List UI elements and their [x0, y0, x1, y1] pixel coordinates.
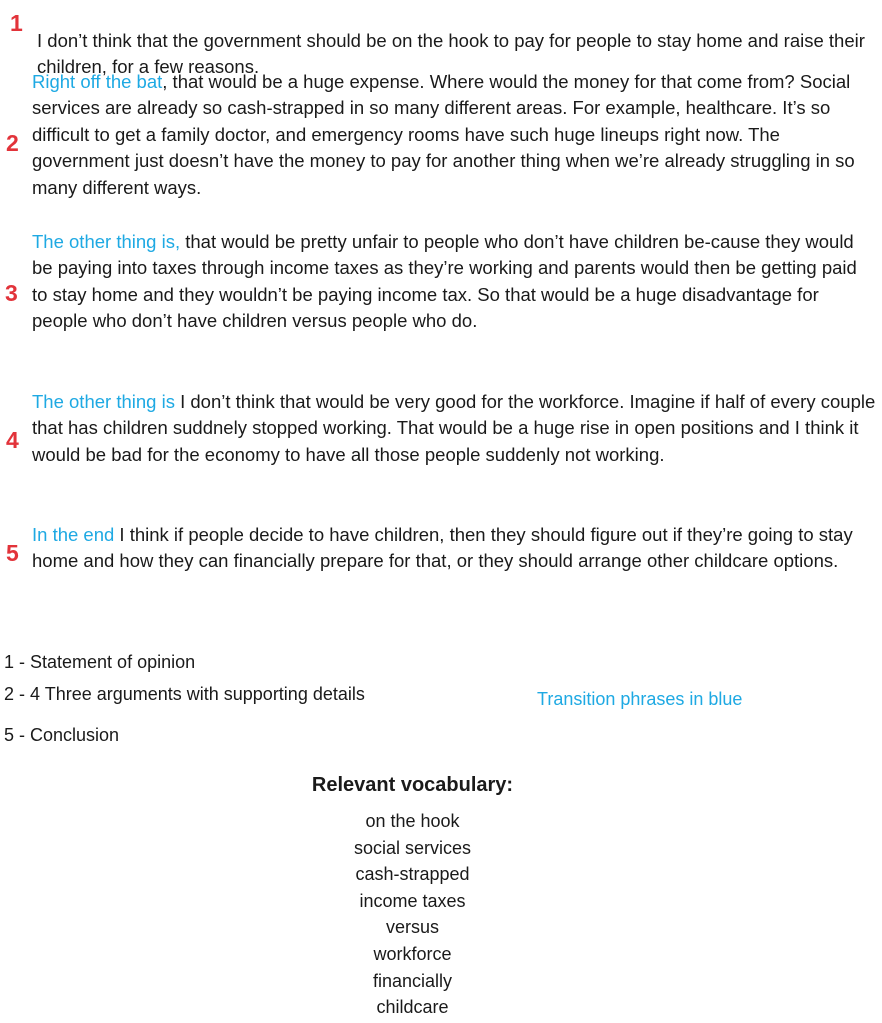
- paragraph-text: I don’t think that the government should be on the hook to pay for people to stay home and raise their children, for a few reasons.: [37, 29, 865, 78]
- vocabulary-item: childcare: [376, 997, 449, 1018]
- vocabulary-item: on the hook: [365, 811, 460, 831]
- paragraph-number: 3: [5, 280, 18, 306]
- paragraph-argument-3: [32, 377, 877, 468]
- paragraph-number: 2: [6, 130, 19, 156]
- legend-transition-note: Transition phrases in blue: [537, 689, 743, 709]
- vocabulary-item: financially: [372, 970, 453, 991]
- vocabulary-title: Relevant vocabulary:: [311, 774, 514, 796]
- transition-phrase: The other thing is: [32, 391, 175, 412]
- paragraph-text: that would be pretty unfair to people who don’t have children be-cause they would be paying into taxes through income taxes as they’re working and parents would then be getting paid to stay home and they wouldn’t be paying income tax. So that would be a huge disadvantage for people who don’t have children versus people who do.: [32, 231, 857, 332]
- legend-item-opinion: 1 - Statement of opinion: [4, 652, 196, 672]
- vocabulary-item: cash-strapped: [355, 864, 470, 885]
- vocabulary-item: social services: [353, 837, 472, 858]
- paragraph-text: I don’t think that would be very good for the workforce. Imagine if half of every couple that has children suddnely stopped working. That would be a huge rise in open positions and I think it would be bad for the economy to have all those people suddenly not working.: [32, 391, 876, 465]
- paragraph-conclusion: [32, 510, 877, 575]
- transition-phrase: The other thing is,: [32, 231, 181, 252]
- paragraph-number: 5: [6, 540, 19, 566]
- vocabulary-item: income taxes: [359, 890, 466, 911]
- paragraph-text: , that would be a huge expense. Where would the money for that come from? Social services are already so cash-strapped in so many different areas. For example, healthcare. It’s so difficult to get a family doctor, and emergency rooms have such huge lineups right now. The government just doesn’t have the money to pay for another thing when we’re already struggling in so many different ways.: [32, 71, 855, 198]
- vocabulary-item: workforce: [373, 943, 452, 964]
- vocabulary-list: [0, 808, 825, 1021]
- paragraph-number: 1: [10, 10, 23, 36]
- paragraph-text: I think if people decide to have children, then they should figure out if they’re going to stay home and how they can financially prepare for that, or they should arrange other childcare options.: [32, 524, 853, 572]
- paragraph-argument-1: [32, 57, 877, 201]
- paragraph-number: 4: [6, 427, 19, 453]
- vocabulary-item: versus: [385, 917, 439, 938]
- legend-item-conclusion: 5 - Conclusion: [4, 725, 120, 745]
- legend-item-arguments: 2 - 4 Three arguments with supporting details: [4, 684, 365, 704]
- transition-phrase: Right off the bat: [32, 71, 163, 92]
- transition-phrase: In the end: [32, 524, 115, 545]
- paragraph-argument-2: [32, 217, 877, 335]
